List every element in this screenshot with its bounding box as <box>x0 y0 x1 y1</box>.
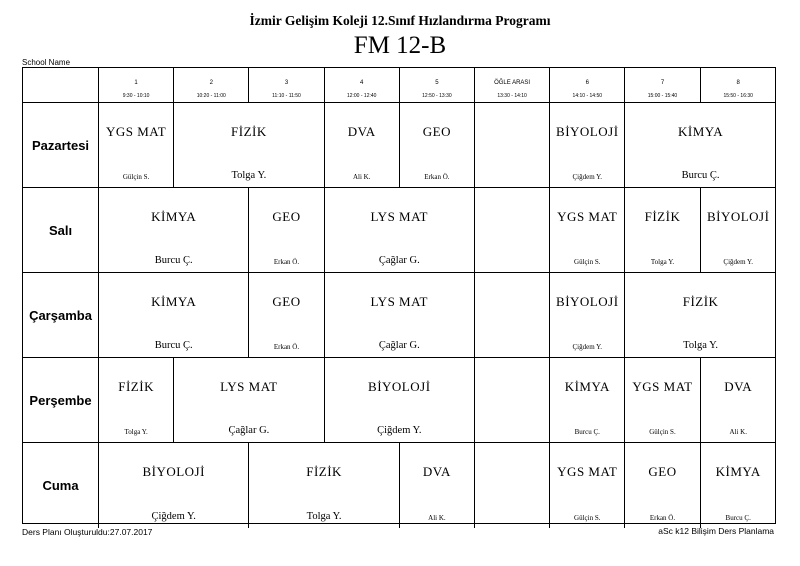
lesson-subject: BİYOLOJİ <box>706 208 770 224</box>
lesson-teacher: Tolga Y. <box>683 340 719 351</box>
lesson-teacher: Çiğdem Y. <box>377 425 422 436</box>
lesson-subject: DVA <box>724 378 753 394</box>
lesson-subject: GEO <box>648 463 677 479</box>
lesson-teacher: Gülçin S. <box>574 258 601 266</box>
lesson-teacher: Çağlar G. <box>378 255 420 266</box>
school-name-label: School Name <box>22 58 71 67</box>
lesson-cell <box>625 358 700 443</box>
lesson-subject: BİYOLOJİ <box>556 293 619 309</box>
lesson-teacher: Çiğdem Y. <box>572 343 603 351</box>
period-header <box>174 68 249 103</box>
period-time: 10:20 - 11:00 <box>196 93 226 99</box>
period-time: 13:30 - 14:10 <box>497 93 527 99</box>
lesson-cell <box>550 358 625 443</box>
lesson-subject: LYS MAT <box>370 208 429 224</box>
lesson-cell <box>325 273 475 358</box>
lesson-cell <box>325 358 475 443</box>
lesson-teacher: Ali K. <box>352 173 371 181</box>
lesson-teacher: Çağlar G. <box>228 425 270 436</box>
lesson-subject: FİZİK <box>306 463 342 479</box>
lesson-cell <box>550 273 625 358</box>
lesson-teacher: Burcu Ç. <box>574 428 600 436</box>
lesson-cell <box>174 358 324 443</box>
lesson-subject: LYS MAT <box>220 378 278 394</box>
lesson-cell <box>325 188 475 273</box>
corner-cell <box>23 68 99 103</box>
period-number: 1 <box>134 80 138 86</box>
lesson-cell <box>99 273 249 358</box>
lesson-teacher: Çiğdem Y. <box>151 511 196 522</box>
period-header <box>625 68 700 103</box>
period-header <box>325 68 400 103</box>
lesson-teacher: Tolga Y. <box>124 428 148 436</box>
period-header <box>550 68 625 103</box>
lesson-subject: LYS MAT <box>370 293 429 309</box>
lesson-cell <box>625 273 775 358</box>
day-label: Çarşamba <box>23 273 99 358</box>
lesson-teacher: Erkan Ö. <box>273 343 300 351</box>
period-time: 14:10 - 14:50 <box>572 93 603 99</box>
lunch-break-cell <box>475 273 550 358</box>
period-time: 15:00 - 15:40 <box>647 93 678 99</box>
lesson-subject: KİMYA <box>151 293 197 309</box>
lesson-subject: DVA <box>422 463 451 479</box>
day-label: Cuma <box>23 443 99 528</box>
lesson-teacher: Çiğdem Y. <box>572 173 603 181</box>
period-number: 5 <box>435 80 439 86</box>
lesson-cell <box>249 188 324 273</box>
lesson-teacher: Gülçin S. <box>649 428 676 436</box>
period-number: 7 <box>660 80 665 86</box>
lesson-teacher: Gülçin S. <box>574 514 601 522</box>
lesson-cell <box>249 273 324 358</box>
software-credit: aSc k12 Bilişim Ders Planlama <box>658 526 774 536</box>
lesson-subject: GEO <box>422 123 451 139</box>
lesson-cell <box>99 103 174 188</box>
lesson-cell <box>99 188 249 273</box>
period-header <box>400 68 475 103</box>
lesson-cell <box>400 443 475 528</box>
lesson-teacher: Tolga Y. <box>231 170 267 181</box>
lesson-subject: FİZİK <box>231 123 267 139</box>
lesson-cell <box>550 188 625 273</box>
lesson-teacher: Tolga Y. <box>306 511 342 522</box>
lesson-teacher: Burcu Ç. <box>154 340 193 351</box>
lesson-subject: BİYOLOJİ <box>556 123 619 139</box>
lesson-subject: FİZİK <box>644 208 681 224</box>
lesson-cell <box>325 103 400 188</box>
lunch-break-cell <box>475 358 550 443</box>
period-number: 2 <box>209 80 213 86</box>
lesson-teacher: Ali K. <box>729 428 747 436</box>
lesson-subject: YGS MAT <box>557 208 618 224</box>
lesson-subject: YGS MAT <box>105 123 167 139</box>
lesson-cell <box>701 188 776 273</box>
lesson-cell <box>625 443 700 528</box>
period-header <box>701 68 776 103</box>
lesson-cell <box>550 443 625 528</box>
period-time: 9:30 - 10:10 <box>122 93 150 99</box>
lesson-teacher: Burcu Ç. <box>154 255 193 266</box>
day-label: Perşembe <box>23 358 99 443</box>
lesson-subject: BİYOLOJİ <box>142 463 205 479</box>
lesson-subject: KİMYA <box>715 463 761 479</box>
lesson-subject: FİZİK <box>118 378 154 394</box>
lesson-subject: KİMYA <box>151 208 197 224</box>
lesson-cell <box>400 103 475 188</box>
lesson-subject: YGS MAT <box>632 378 693 394</box>
lesson-cell <box>550 103 625 188</box>
lesson-subject: FİZİK <box>682 293 719 309</box>
lesson-cell <box>701 358 776 443</box>
lunch-break-cell <box>475 103 550 188</box>
timetable-grid <box>22 67 776 524</box>
lesson-cell <box>625 188 700 273</box>
period-time: 12:00 - 12:40 <box>346 93 377 99</box>
lesson-subject: GEO <box>272 293 301 309</box>
lesson-cell <box>99 443 249 528</box>
period-number: 8 <box>736 80 740 86</box>
lesson-teacher: Çiğdem Y. <box>723 258 753 266</box>
lesson-teacher: Burcu Ç. <box>725 514 751 522</box>
lesson-teacher: Ali K. <box>428 514 446 522</box>
lesson-subject: BİYOLOJİ <box>368 378 431 394</box>
lesson-cell <box>249 443 399 528</box>
lesson-cell <box>174 103 324 188</box>
period-number: 4 <box>360 80 364 86</box>
lesson-subject: KİMYA <box>564 378 610 394</box>
lesson-subject: GEO <box>272 208 301 224</box>
lesson-cell <box>99 358 174 443</box>
period-number: 6 <box>585 80 589 86</box>
lesson-teacher: Gülçin S. <box>122 173 150 181</box>
period-time: 15:50 - 16:30 <box>723 93 753 99</box>
lesson-teacher: Erkan Ö. <box>273 258 300 266</box>
lesson-subject: YGS MAT <box>557 463 618 479</box>
period-time: 11:10 - 11:50 <box>272 93 301 99</box>
lesson-cell <box>701 443 776 528</box>
lesson-teacher: Erkan Ö. <box>649 514 676 522</box>
period-number: 3 <box>284 80 289 86</box>
lesson-cell <box>625 103 775 188</box>
lesson-subject: KİMYA <box>678 123 724 139</box>
period-header <box>99 68 174 103</box>
lesson-teacher: Tolga Y. <box>650 258 675 266</box>
day-label: Pazartesi <box>23 103 99 188</box>
period-header <box>249 68 324 103</box>
lesson-teacher: Çağlar G. <box>378 340 420 351</box>
lesson-subject: DVA <box>347 123 376 139</box>
period-number: ÖĞLE ARASI <box>494 80 531 86</box>
created-date: Ders Planı Oluşturuldu:27.07.2017 <box>22 527 153 537</box>
day-label: Salı <box>23 188 99 273</box>
period-header <box>475 68 550 103</box>
class-name: FM 12-B <box>353 32 447 59</box>
lunch-break-cell <box>475 443 550 528</box>
lesson-teacher: Burcu Ç. <box>681 170 720 181</box>
lunch-break-cell <box>475 188 550 273</box>
period-time: 12:50 - 13:30 <box>422 93 452 99</box>
lesson-teacher: Erkan Ö. <box>424 173 450 181</box>
page-title: İzmir Gelişim Koleji 12.Sınıf Hızlandırma Programı <box>249 13 551 28</box>
